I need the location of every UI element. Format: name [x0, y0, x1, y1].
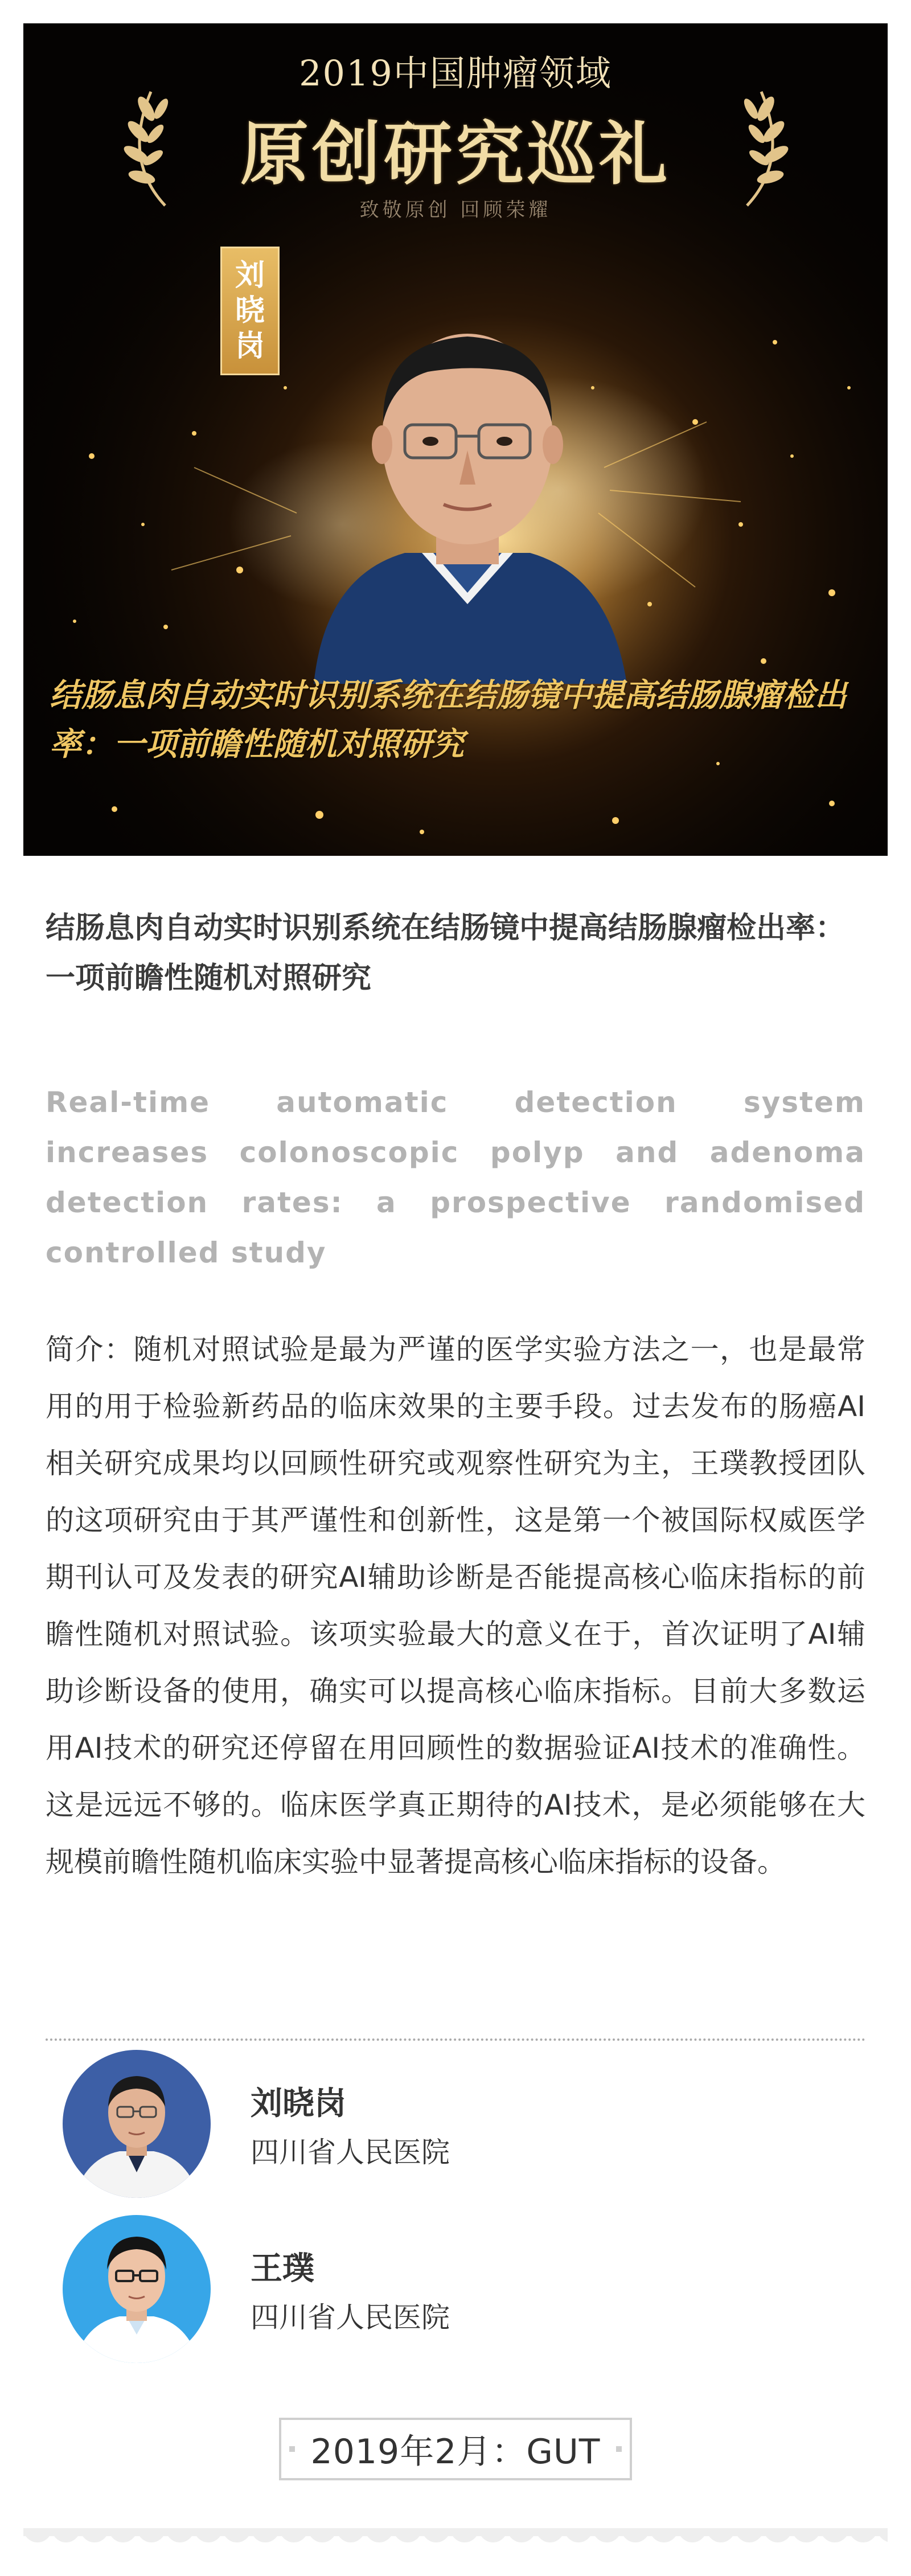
banner-image: [23, 23, 888, 856]
author-card: [63, 2050, 803, 2198]
name-tag-text: 刘晓岗: [235, 259, 265, 363]
box-corner-dot: [289, 2446, 295, 2452]
english-title: Real-time automatic detection system increases colonoscopic polyp and adenoma detection rates: a prospective randomised controlled study: [46, 1086, 865, 1269]
author-photo: [63, 2215, 211, 2363]
banner-subtitle: 结肠息肉自动实时识别系统在结肠镜中提高结肠腺瘤检出率：一项前瞻性随机对照研究: [50, 677, 847, 763]
author-name: 王璞: [251, 2250, 314, 2287]
author-photo: [63, 2050, 211, 2198]
laurel-left-icon: [111, 86, 185, 211]
article-title: 结肠息肉自动实时识别系统在结肠镜中提高结肠腺瘤检出率：一项前瞻性随机对照研究: [46, 911, 846, 995]
author-org: 四川省人民医院: [251, 2136, 450, 2169]
banner-title: 原创研究巡礼: [240, 114, 671, 194]
name-tag: [220, 247, 280, 375]
avatar: [63, 2050, 211, 2198]
source-box: [279, 2418, 632, 2480]
portrait-photo: [291, 308, 644, 684]
intro-paragraph: 简介：随机对照试验是最为严谨的医学实验方法之一，也是最常用的用于检验新药品的临床效果的主要手段。过去发布的肠癌AI相关研究成果均以回顾性研究或观察性研究为主，王璞教授团队的这项研究由于其严谨性和创新性，这是第一个被国际权威医学期刊认可及发表的研究AI辅助诊断是否能提高核心临床指标的前瞻性随机对照试验。该项实验最大的意义在于，首次证明了AI辅助诊断设备的使用，确实可以提高核心临床指标。目前大多数运用AI技术的研究还停留在用回顾性的数据验证AI技术的准确性。这是远远不够的。临床医学真正期待的AI技术，是必须能够在大规模前瞻性随机临床实验中显著提高核心临床指标的设备。: [46, 1333, 865, 1878]
banner-topline: 2019中国肿瘤领域: [299, 52, 612, 94]
avatar: [63, 2215, 211, 2363]
author-org: 四川省人民医院: [251, 2301, 450, 2334]
dotted-divider: [46, 2038, 865, 2041]
source-date: 2019年2月：GUT: [310, 2432, 601, 2472]
box-corner-dot: [616, 2446, 622, 2452]
author-card: [63, 2215, 803, 2363]
laurel-right-icon: [727, 86, 801, 211]
scallop-border: [23, 2528, 888, 2557]
banner-motto: 致敬原创 回顾荣耀: [359, 199, 552, 221]
author-name: 刘晓岗: [251, 2085, 346, 2122]
